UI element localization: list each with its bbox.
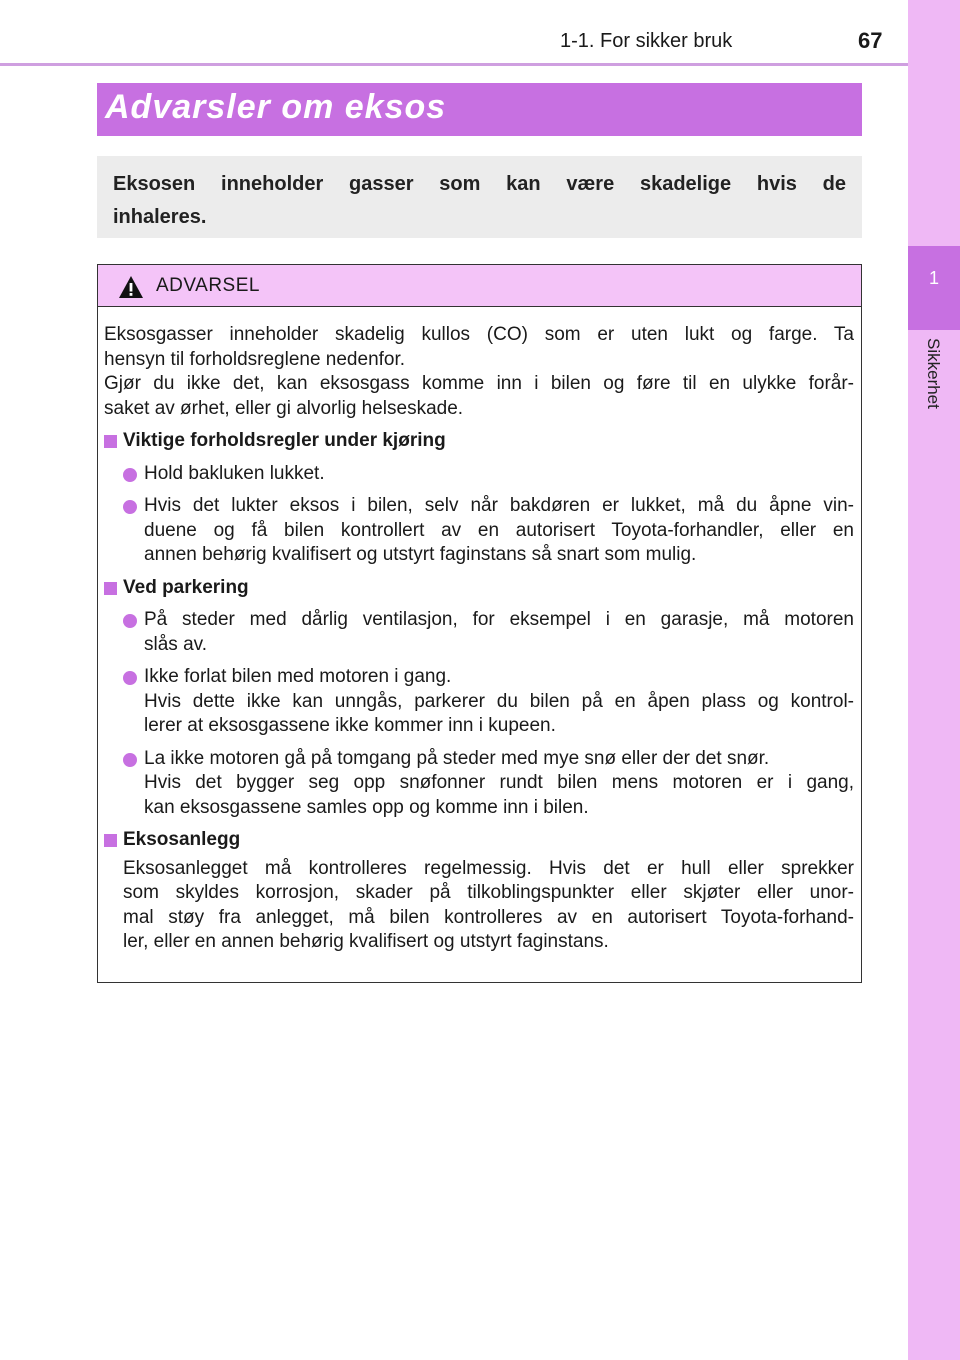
list-item — [104, 747, 854, 821]
section-heading — [104, 429, 854, 454]
text-line: La ikke motoren gå på tomgang på steder med mye snø eller der det snør. — [144, 747, 770, 769]
text-line: Eksosanlegget må kontrolleres regelmessig. Hvis det er hull eller sprekker — [123, 857, 854, 879]
text-line: duene og få bilen kontrollert av en autorisert Toyota-forhandler, eller en — [144, 519, 854, 541]
section-heading — [104, 828, 854, 853]
square-bullet-icon — [104, 834, 117, 847]
round-bullet-icon — [123, 500, 137, 514]
text-line: mal støy fra anlegget, må bilen kontrolleres av en autorisert Toyota-forhand- — [123, 906, 854, 928]
text-line: kan eksosgassene samles opp og komme inn i bilen. — [144, 796, 589, 818]
section-heading-text: Viktige forholdsregler under kjøring — [123, 430, 446, 451]
round-bullet-icon — [123, 753, 137, 767]
side-strip — [908, 0, 960, 1360]
list-item — [104, 608, 854, 657]
text-line: ler, eller en annen behørig kvalifisert og utstyrt faginstans. — [123, 931, 609, 952]
section-heading-text: Eksosanlegg — [123, 829, 241, 850]
text-line: som skyldes korrosjon, skader på tilkoblingspunkter eller skjøter eller unor- — [123, 882, 854, 903]
warning-header — [98, 265, 861, 307]
warning-body — [104, 323, 854, 955]
text-line: slås av. — [144, 633, 208, 655]
section-heading-text: Ved parkering — [123, 576, 249, 598]
chapter-label: Sikkerhet — [924, 338, 943, 409]
warning-box — [97, 264, 862, 983]
text-line: Gjør du ikke det, kan eksosgass komme inn i bilen og føre til en ulykke forår- — [104, 373, 854, 394]
text-line: annen behørig kvalifisert og utstyrt faginstans så snart som mulig. — [144, 544, 697, 565]
section-text — [104, 857, 854, 955]
square-bullet-icon — [104, 435, 117, 448]
round-bullet-icon — [123, 468, 137, 482]
text-line: Eksosgasser inneholder skadelig kullos (CO) som er uten lukt og farge. Ta — [104, 324, 854, 345]
text-line: Hvis det bygger seg opp snøfonner rundt bilen mens motoren er i gang, — [144, 772, 854, 793]
text-line: På steder med dårlig ventilasjon, for eksempel i en garasje, må motoren — [144, 609, 854, 630]
warning-intro — [104, 323, 854, 421]
square-bullet-icon — [104, 582, 117, 595]
text-line: lerer at eksosgassene ikke kommer inn i kupeen. — [144, 715, 556, 736]
chapter-label-container — [912, 338, 956, 434]
warning-triangle-icon — [118, 275, 144, 299]
intro-box — [97, 156, 862, 238]
section-heading — [104, 576, 854, 601]
list-item — [104, 665, 854, 739]
text-line: Hvis dette ikke kan unngås, parkerer du bilen på en åpen plass og kontrol- — [144, 690, 854, 712]
text-line: Hold bakluken lukket. — [144, 462, 325, 484]
text-line: hensyn til forholdsreglene nedenfor. — [104, 348, 406, 370]
text-line: Hvis det lukter eksos i bilen, selv når bakdøren er lukket, må du åpne vin- — [144, 495, 854, 516]
section-title: 1-1. For sikker bruk — [560, 30, 733, 52]
list-item — [104, 462, 854, 487]
list-item — [104, 494, 854, 568]
header-divider — [0, 63, 908, 66]
round-bullet-icon — [123, 614, 137, 628]
chapter-number: 1 — [928, 268, 939, 288]
page-number: 67 — [858, 28, 883, 53]
intro-text: Eksosen inneholder gasser som kan være skadelige hvis de inhaleres. — [113, 173, 846, 228]
text-line: saket av ørhet, eller gi alvorlig helseskade. — [104, 397, 464, 419]
page-title-banner — [97, 83, 862, 136]
warning-label: ADVARSEL — [156, 275, 260, 296]
text-line: Ikke forlat bilen med motoren i gang. — [144, 666, 452, 687]
chapter-tab[interactable] — [908, 246, 960, 330]
round-bullet-icon — [123, 671, 137, 685]
page-title: Advarsler om eksos — [105, 88, 447, 126]
